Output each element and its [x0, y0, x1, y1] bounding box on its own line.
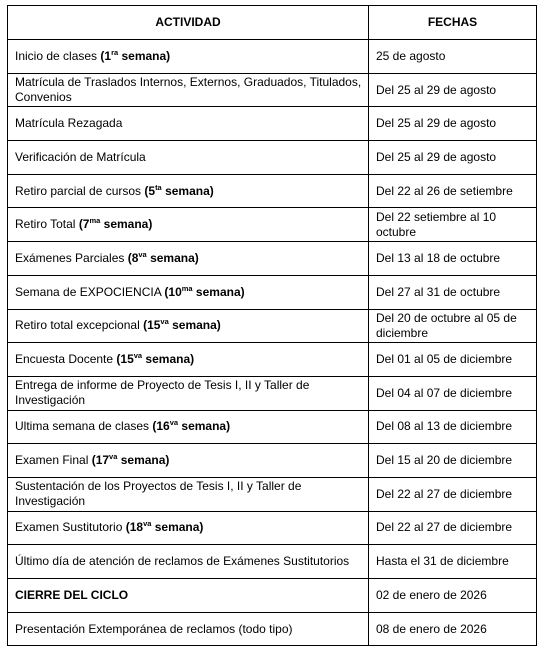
activity-cell: [8, 477, 369, 511]
table-row: [8, 309, 537, 343]
week-indicator: [92, 453, 170, 467]
activity-text: Último día de atención de reclamos de Exámenes Sustitutorios: [15, 554, 350, 569]
table-row: [8, 511, 537, 545]
activity-cell: [8, 376, 369, 410]
table-header-row: [8, 6, 537, 40]
week-number: (8: [127, 250, 139, 265]
activity-cell: [8, 40, 369, 74]
date-cell: Del 22 setiembre al 10 octubre: [369, 208, 537, 242]
activity-cell: [8, 612, 369, 646]
week-label: semana): [151, 520, 204, 535]
activity-text: Verificación de Matrícula: [15, 149, 146, 164]
date-cell: 25 de agosto: [369, 40, 537, 74]
ordinal-suffix: ma: [181, 283, 193, 293]
activity-text: CIERRE DEL CICLO: [15, 587, 129, 602]
ordinal-suffix: va: [160, 317, 169, 327]
activity-text: Matrícula Rezagada: [15, 116, 123, 131]
date-cell: Del 15 al 20 de diciembre: [369, 444, 537, 478]
activity-cell: [8, 73, 369, 107]
ordinal-suffix: va: [143, 519, 152, 529]
activity-text: Retiro Total: [15, 217, 79, 232]
table-row: [8, 477, 537, 511]
week-indicator: [144, 184, 213, 198]
week-number: (1: [100, 48, 112, 63]
week-number: (15: [143, 318, 161, 333]
table-row: [8, 73, 537, 107]
date-cell: Del 20 de octubre al 05 de diciembre: [369, 309, 537, 343]
date-cell: Del 04 al 07 de diciembre: [369, 376, 537, 410]
table-row: [8, 275, 537, 309]
activity-cell: [8, 511, 369, 545]
week-number: (15: [116, 352, 134, 367]
activity-cell: [8, 242, 369, 276]
table-row: [8, 174, 537, 208]
week-label: semana): [100, 217, 153, 232]
date-cell: 02 de enero de 2026: [369, 579, 537, 613]
week-indicator: [128, 251, 199, 265]
activity-cell: [8, 141, 369, 175]
activity-text: Presentación Extemporánea de reclamos (todo tipo): [15, 621, 293, 636]
date-cell: Del 01 al 05 de diciembre: [369, 343, 537, 377]
week-indicator: [126, 520, 204, 534]
week-number: (18: [125, 520, 144, 535]
table-row: [8, 242, 537, 276]
activity-cell: [8, 343, 369, 377]
table-row: [8, 40, 537, 74]
date-cell: Del 25 al 29 de agosto: [369, 141, 537, 175]
date-cell: Del 22 al 27 de diciembre: [369, 511, 537, 545]
activity-text: Retiro total excepcional: [15, 318, 144, 333]
week-label: semana): [168, 318, 221, 333]
week-indicator: [116, 352, 194, 366]
table-row: [8, 612, 537, 646]
date-cell: Del 27 al 31 de octubre: [369, 275, 537, 309]
week-label: semana): [192, 284, 245, 299]
activity-text: Sustentación de los Proyectos de Tesis I, II y Taller de Investigación: [15, 479, 302, 509]
date-cell: Del 13 al 18 de octubre: [369, 242, 537, 276]
week-number: (5: [144, 183, 156, 198]
activity-text: Examen Sustitutorio: [15, 520, 126, 535]
week-indicator: [164, 285, 244, 299]
dates-column-header: FECHAS: [369, 6, 537, 40]
table-row: [8, 343, 537, 377]
week-indicator: [79, 217, 153, 231]
date-cell: Del 25 al 29 de agosto: [369, 73, 537, 107]
activity-text: Semana de EXPOCIENCIA: [15, 284, 165, 299]
date-cell: Hasta el 31 de diciembre: [369, 545, 537, 579]
activity-cell: [8, 309, 369, 343]
week-indicator: [143, 318, 221, 332]
activity-cell: [8, 545, 369, 579]
table-row: [8, 579, 537, 613]
week-number: (7: [78, 217, 90, 232]
date-cell: Del 22 al 26 de setiembre: [369, 174, 537, 208]
ordinal-suffix: ta: [155, 182, 162, 192]
activity-cell: [8, 410, 369, 444]
ordinal-suffix: ma: [89, 216, 101, 226]
week-label: semana): [142, 352, 195, 367]
date-cell: Del 25 al 29 de agosto: [369, 107, 537, 141]
ordinal-suffix: ra: [111, 47, 119, 57]
activity-text: Examen Final: [15, 453, 92, 468]
activity-text: Exámenes Parciales: [15, 250, 128, 265]
week-indicator: [152, 419, 230, 433]
activity-cell: [8, 444, 369, 478]
week-label: semana): [161, 183, 214, 198]
ordinal-suffix: va: [138, 249, 147, 259]
date-cell: Del 22 al 27 de diciembre: [369, 477, 537, 511]
week-number: (17: [91, 453, 110, 468]
ordinal-suffix: va: [169, 418, 179, 428]
week-label: semana): [118, 48, 171, 63]
ordinal-suffix: va: [133, 351, 143, 361]
activity-text: Inicio de clases: [15, 48, 101, 63]
week-number: (16: [152, 419, 170, 434]
activity-text: Ultima semana de clases: [15, 419, 153, 434]
table-row: [8, 444, 537, 478]
ordinal-suffix: va: [109, 452, 118, 462]
table-row: [8, 376, 537, 410]
table-row: [8, 410, 537, 444]
activity-cell: [8, 579, 369, 613]
activity-column-header: ACTIVIDAD: [8, 6, 369, 40]
activity-text: Matrícula de Traslados Internos, Externos, Graduados, Titulados, Convenios: [15, 75, 362, 105]
table-row: [8, 141, 537, 175]
table-row: [8, 208, 537, 242]
activity-cell: [8, 174, 369, 208]
activity-text: Encuesta Docente: [15, 352, 117, 367]
week-indicator: [100, 49, 170, 63]
week-label: semana): [146, 250, 199, 265]
week-label: semana): [117, 453, 170, 468]
week-number: (10: [164, 284, 182, 299]
date-cell: 08 de enero de 2026: [369, 612, 537, 646]
activity-cell: [8, 208, 369, 242]
week-label: semana): [178, 419, 231, 434]
activity-text: Retiro parcial de cursos: [15, 183, 145, 198]
activity-text: Entrega de informe de Proyecto de Tesis I, II y Taller de Investigación: [15, 378, 310, 408]
table-row: [8, 545, 537, 579]
academic-calendar-table: [7, 5, 537, 646]
date-cell: Del 08 al 13 de diciembre: [369, 410, 537, 444]
table-row: [8, 107, 537, 141]
activity-cell: [8, 275, 369, 309]
activity-cell: [8, 107, 369, 141]
